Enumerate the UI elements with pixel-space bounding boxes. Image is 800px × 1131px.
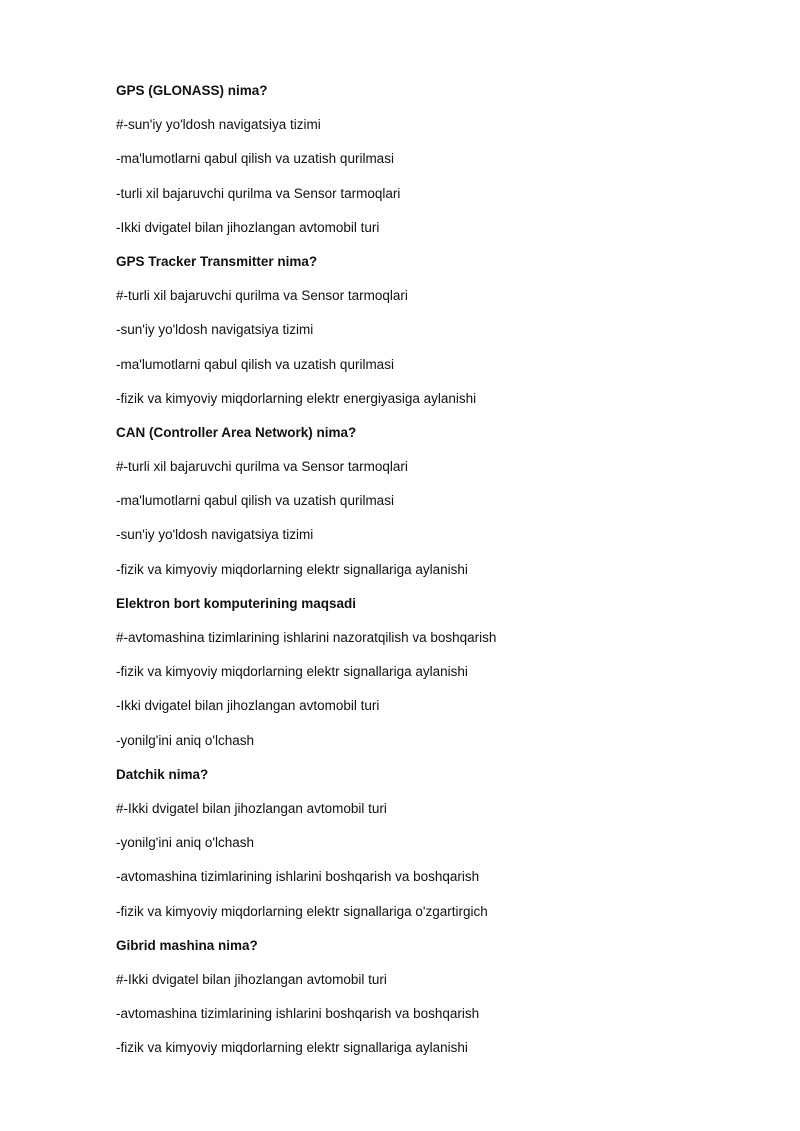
answer-option: #-avtomashina tizimlarining ishlarini nazoratqilish va boshqarish [116, 630, 497, 645]
answer-option: -turli xil bajaruvchi qurilma va Sensor tarmoqlari [116, 185, 401, 201]
question-block [116, 416, 756, 587]
answer-option: -fizik va kimyoviy miqdorlarning elektr signallariga aylanishi [116, 664, 468, 680]
question-title: Datchik nima? [116, 766, 209, 782]
answer-option: #-Ikki dvigatel bilan jihozlangan avtomobil turi [116, 800, 387, 816]
question-block [116, 758, 756, 929]
answer-option: -yonilg'ini aniq o'lchash [116, 732, 254, 748]
question-block [116, 929, 756, 1066]
answer-option: -avtomashina tizimlarining ishlarini boshqarish va boshqarish [116, 869, 480, 885]
answer-option: #-turli xil bajaruvchi qurilma va Sensor tarmoqlari [116, 288, 408, 304]
answer-option: -yonilg'ini aniq o'lchash [116, 835, 254, 851]
answer-option: -sun'iy yo'ldosh navigatsiya tizimi [116, 322, 314, 338]
answer-option: #-sun'iy yo'ldosh navigatsiya tizimi [116, 117, 321, 133]
question-title: Elektron bort komputerining maqsadi [116, 595, 357, 611]
answer-option: -ma'lumotlarni qabul qilish va uzatish qurilmasi [116, 493, 394, 509]
question-title: GPS (GLONASS) nima? [116, 83, 268, 98]
answer-option: -avtomashina tizimlarining ishlarini boshqarish va boshqarish [116, 1006, 480, 1022]
answer-option: -Ikki dvigatel bilan jihozlangan avtomobil turi [116, 698, 380, 714]
answer-option: -ma'lumotlarni qabul qilish va uzatish qurilmasi [116, 356, 394, 372]
answer-option: -ma'lumotlarni qabul qilish va uzatish qurilmasi [116, 151, 394, 167]
question-title: CAN (Controller Area Network) nima? [116, 424, 357, 440]
question-block [116, 587, 756, 758]
question-list [116, 74, 756, 1065]
question-title: Gibrid mashina nima? [116, 937, 258, 953]
answer-option: -fizik va kimyoviy miqdorlarning elektr signallariga aylanishi [116, 561, 468, 577]
answer-option: -Ikki dvigatel bilan jihozlangan avtomobil turi [116, 219, 380, 235]
question-block [116, 245, 756, 416]
answer-option: #-turli xil bajaruvchi qurilma va Sensor tarmoqlari [116, 459, 408, 475]
answer-option: -fizik va kimyoviy miqdorlarning elektr signallariga o'zgartirgich [116, 903, 488, 919]
answer-option: -sun'iy yo'ldosh navigatsiya tizimi [116, 527, 314, 543]
answer-option: -fizik va kimyoviy miqdorlarning elektr signallariga aylanishi [116, 1040, 468, 1056]
question-block [116, 74, 756, 245]
answer-option: #-Ikki dvigatel bilan jihozlangan avtomobil turi [116, 971, 387, 987]
question-title: GPS Tracker Transmitter nima? [116, 253, 318, 269]
answer-option: -fizik va kimyoviy miqdorlarning elektr energiyasiga aylanishi [116, 390, 477, 406]
